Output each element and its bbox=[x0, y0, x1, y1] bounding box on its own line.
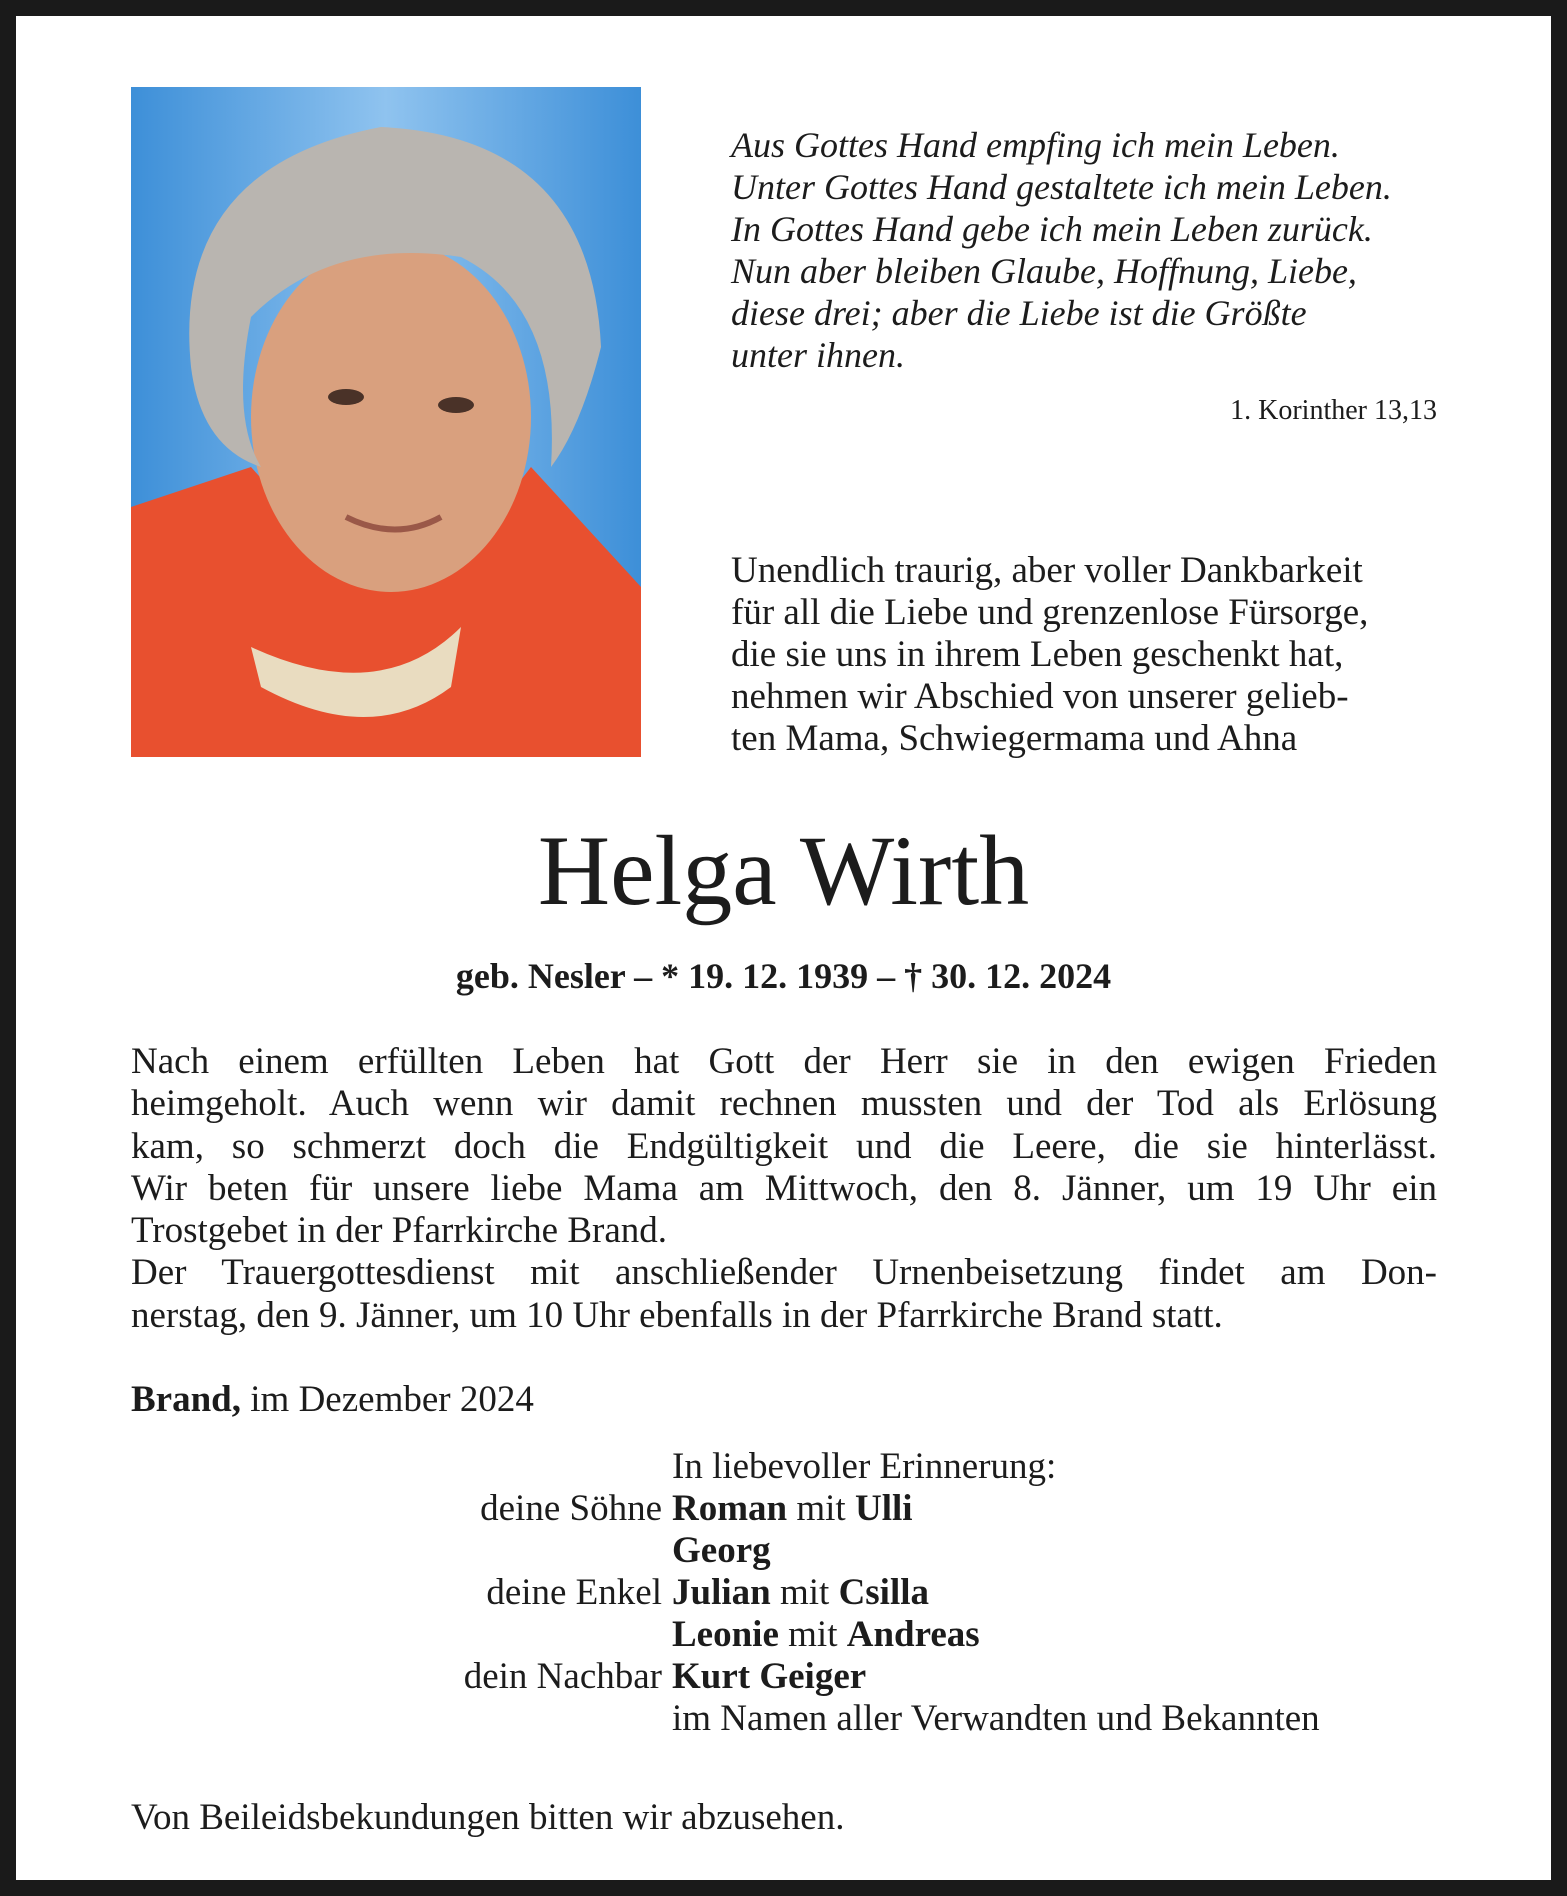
intro-line: die sie uns in ihrem Leben geschenkt hat, bbox=[731, 634, 1344, 675]
mourner-name: Roman bbox=[672, 1488, 788, 1529]
body-line: Wir beten für unsere liebe Mama am Mittwoch, den 8. Jänner, um 19 Uhr ein bbox=[131, 1167, 1437, 1209]
mourner-name: Kurt Geiger bbox=[672, 1656, 867, 1697]
signature-row bbox=[16, 1656, 1551, 1698]
body-line: Der Trauergottesdienst mit anschließender Urnenbeisetzung findet am Don- bbox=[131, 1252, 1437, 1294]
quote-line: Unter Gottes Hand gestaltete ich mein Leben. bbox=[731, 167, 1392, 207]
body-line: heimgeholt. Auch wenn wir damit rechnen mussten und der Tod als Erlösung bbox=[131, 1083, 1437, 1125]
portrait-photo bbox=[131, 87, 641, 757]
relation-label: deine Enkel bbox=[486, 1572, 662, 1613]
connector: mit bbox=[796, 1488, 846, 1529]
body-line: kam, so schmerzt doch die Endgültigkeit und die Leere, die sie hinterlässt. bbox=[131, 1125, 1437, 1167]
mourner-name: Leonie bbox=[672, 1614, 779, 1655]
body-line: Trostgebet in der Pfarrkirche Brand. bbox=[131, 1210, 668, 1252]
signature-row bbox=[16, 1614, 1551, 1656]
signature-row bbox=[16, 1572, 1551, 1614]
connector: mit bbox=[788, 1614, 838, 1655]
place-town: Brand, bbox=[131, 1379, 242, 1420]
bible-quote bbox=[731, 124, 1491, 376]
quote-line: In Gottes Hand gebe ich mein Leben zurück. bbox=[731, 209, 1373, 249]
quote-reference: 1. Korinther 13,13 bbox=[1230, 395, 1437, 426]
relation-label: dein Nachbar bbox=[463, 1656, 662, 1697]
signature-row bbox=[16, 1488, 1551, 1530]
signature-closing: im Namen aller Verwandten und Bekannten bbox=[672, 1698, 1320, 1739]
signature-row bbox=[16, 1530, 1551, 1572]
mourner-name: Julian bbox=[672, 1572, 771, 1613]
body-line: Nach einem erfüllten Leben hat Gott der Herr sie in den ewigen Frieden bbox=[131, 1041, 1437, 1082]
portrait-image bbox=[131, 87, 641, 757]
deceased-name: Helga Wirth bbox=[537, 815, 1030, 926]
mourner-name: Andreas bbox=[846, 1614, 980, 1655]
intro-line: nehmen wir Abschied von unserer gelieb- bbox=[731, 676, 1349, 717]
connector: mit bbox=[779, 1572, 830, 1613]
quote-line: Aus Gottes Hand empfing ich mein Leben. bbox=[731, 125, 1340, 165]
intro-line: ten Mama, Schwiegermama und Ahna bbox=[731, 718, 1298, 759]
place-date-text: im Dezember 2024 bbox=[250, 1379, 534, 1420]
intro-line: Unendlich traurig, aber voller Dankbarkeit bbox=[731, 550, 1363, 591]
mourner-name: Georg bbox=[672, 1530, 771, 1571]
mourner-name: Ulli bbox=[854, 1488, 913, 1529]
body-text bbox=[131, 1041, 1437, 1337]
birth-death-dates: geb. Nesler – * 19. 12. 1939 – † 30. 12. 2024 bbox=[455, 956, 1112, 996]
quote-line: diese drei; aber die Liebe ist die Größte bbox=[731, 293, 1307, 333]
place-date bbox=[131, 1378, 534, 1422]
mourner-name: Csilla bbox=[838, 1572, 930, 1613]
body-line: nerstag, den 9. Jänner, um 10 Uhr ebenfalls in der Pfarrkirche Brand statt. bbox=[131, 1294, 1223, 1336]
signature-block bbox=[16, 1446, 1551, 1740]
quote-line: Nun aber bleiben Glaube, Hoffnung, Liebe, bbox=[731, 251, 1357, 291]
footer-note: Von Beileidsbekundungen bitten wir abzusehen. bbox=[131, 1797, 845, 1838]
intro-text bbox=[731, 550, 1471, 760]
relation-label: deine Söhne bbox=[480, 1488, 662, 1529]
signature-heading: In liebevoller Erinnerung: bbox=[672, 1446, 1057, 1487]
intro-line: für all die Liebe und grenzenlose Fürsorge, bbox=[731, 592, 1369, 633]
obituary-page bbox=[16, 16, 1551, 1880]
quote-line: unter ihnen. bbox=[731, 335, 905, 375]
